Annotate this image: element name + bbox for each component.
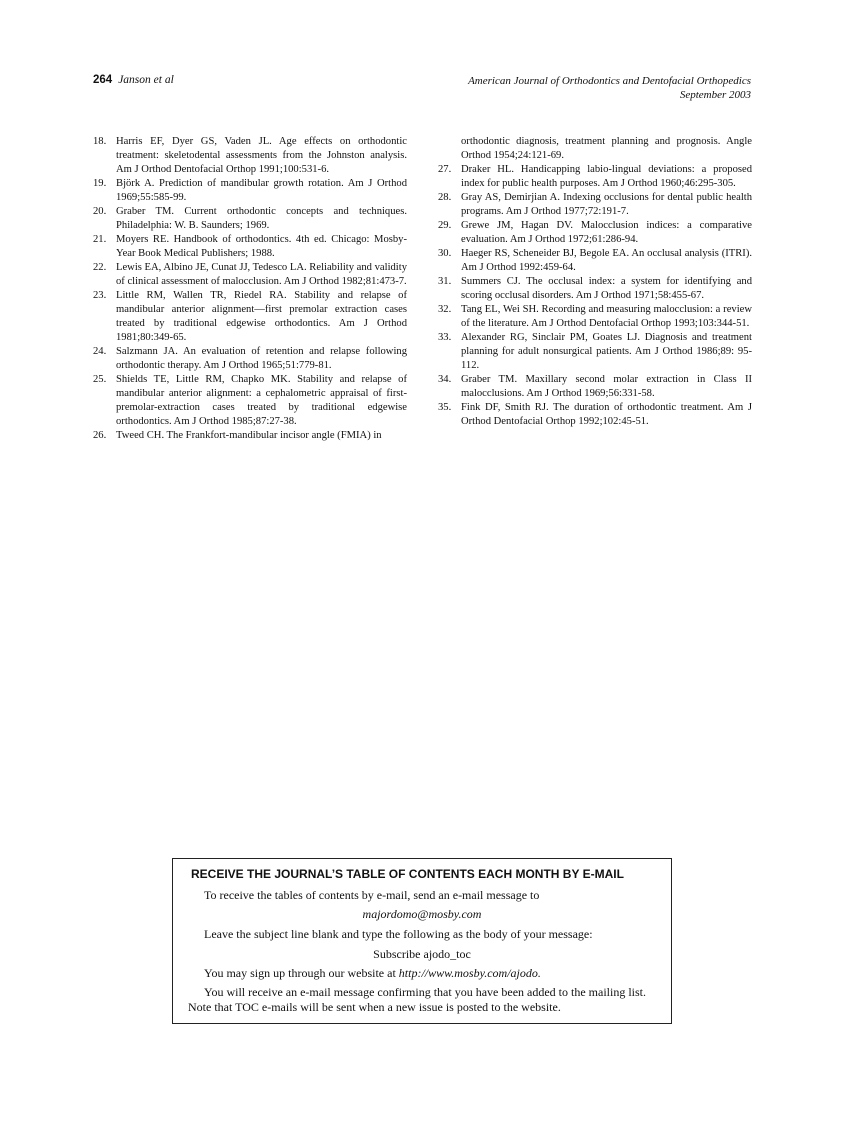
reference-text: Haeger RS, Scheneider BJ, Begole EA. An occlusal analysis (ITRI). Am J Orthod 1992:459-64. (461, 248, 752, 273)
reference-item (93, 289, 407, 345)
notice-email-address[interactable]: majordomo@mosby.com (362, 907, 482, 921)
reference-number: 24. (93, 346, 107, 357)
reference-text: Graber TM. Current orthodontic concepts and techniques. Philadelphia: W. B. Saunders; 1969. (116, 206, 407, 231)
reference-number: 27. (438, 164, 452, 175)
reference-item (438, 303, 752, 331)
reference-text: Graber TM. Maxillary second molar extraction in Class II malocclusions. Am J Orthod 1969;56:331-58. (461, 374, 752, 399)
reference-text: Salzmann JA. An evaluation of retention and relapse following orthodontic therapy. Am J Orthod 1965;51:779-81. (116, 346, 407, 371)
reference-text: Tang EL, Wei SH. Recording and measuring malocclusion: a review of the literature. Am J Orthod Dentofacial Orthop 1993;103:344-51. (461, 304, 752, 329)
reference-number: 19. (93, 178, 107, 189)
reference-item (438, 247, 752, 275)
reference-number: 30. (438, 248, 452, 259)
reference-number: 35. (438, 402, 452, 413)
reference-text: Björk A. Prediction of mandibular growth rotation. Am J Orthod 1969;55:585-99. (116, 178, 407, 203)
references-right-column (438, 135, 752, 429)
reference-text: Grewe JM, Hagan DV. Malocclusion indices: a comparative evaluation. Am J Orthod 1972;61:286-94. (461, 220, 752, 245)
reference-item (438, 219, 752, 247)
reference-item (93, 205, 407, 233)
reference-text: Shields TE, Little RM, Chapko MK. Stability and relapse of mandibular anterior alignment: a cephalometric appraisal of first-premolar-extraction cases treated by traditional edgewise orthodontics. Am J Orthod 1985;87:27-38. (116, 374, 407, 427)
issue-date: September 2003 (679, 89, 751, 101)
reference-number: 32. (438, 304, 452, 315)
reference-item (438, 163, 752, 191)
reference-number: 21. (93, 234, 107, 245)
reference-text: Fink DF, Smith RJ. The duration of orthodontic treatment. Am J Orthod Dentofacial Orthop 1992;102:45-51. (461, 402, 752, 427)
reference-number: 28. (438, 192, 452, 203)
reference-item (93, 177, 407, 205)
notice-line-3: You may sign up through our website at (204, 966, 399, 980)
reference-text: Moyers RE. Handbook of orthodontics. 4th ed. Chicago: Mosby-Year Book Medical Publishers; 1988. (116, 234, 407, 259)
notice-line-2: Leave the subject line blank and type the following as the body of your message: (204, 927, 593, 941)
reference-item (438, 275, 752, 303)
reference-text: Harris EF, Dyer GS, Vaden JL. Age effects on orthodontic treatment: skeletodental assessments from the Johnston analysis. Am J Orthod Dentofacial Orthop 1991;100:531-6. (116, 136, 407, 175)
reference-number: 26. (93, 430, 107, 441)
notice-line-1: To receive the tables of contents by e-mail, send an e-mail message to (204, 888, 540, 902)
reference-text: Gray AS, Demirjian A. Indexing occlusions for dental public health programs. Am J Orthod 1977;72:191-7. (461, 192, 752, 217)
page-number: 264 (93, 74, 113, 86)
notice-line-4: You will receive an e-mail message confirming that you have been added to the mailing list. Note that TOC e-mails will be sent when a new issue is posted to the website. (188, 985, 646, 1014)
reference-item (438, 373, 752, 401)
notice-command: Subscribe ajodo_toc (373, 947, 471, 961)
reference-item (93, 429, 407, 443)
reference-number: 34. (438, 374, 452, 385)
reference-item (93, 373, 407, 429)
reference-text: Summers CJ. The occlusal index: a system for identifying and scoring occlusal disorders. Am J Orthod 1971;58:455-67. (461, 276, 752, 301)
running-header-right (468, 74, 751, 102)
reference-item (93, 345, 407, 373)
reference-item (93, 135, 407, 177)
running-header-left (93, 74, 174, 86)
reference-item (93, 233, 407, 261)
journal-title: American Journal of Orthodontics and Dentofacial Orthopedics (468, 75, 751, 87)
notice-website-link[interactable]: http://www.mosby.com/ajodo. (398, 966, 541, 980)
references-left-column (93, 135, 407, 443)
reference-text: Lewis EA, Albino JE, Cunat JJ, Tedesco LA. Reliability and validity of clinical assessment of malocclusion. Am J Orthod 1982;81:473-7. (116, 262, 407, 287)
reference-26-continuation: orthodontic diagnosis, treatment planning and prognosis. Angle Orthod 1954;24:121-69. (461, 136, 752, 161)
reference-item (93, 261, 407, 289)
toc-email-notice (172, 858, 672, 1024)
reference-item (438, 401, 752, 429)
reference-number: 33. (438, 332, 452, 343)
running-authors: Janson et al (118, 74, 174, 86)
reference-number: 22. (93, 262, 107, 273)
reference-text: Alexander RG, Sinclair PM, Goates LJ. Diagnosis and treatment planning for adult nonsurgical patients. Am J Orthod 1986;89: 95-112. (461, 332, 752, 371)
reference-number: 31. (438, 276, 452, 287)
reference-number: 18. (93, 136, 107, 147)
reference-text: Little RM, Wallen TR, Riedel RA. Stability and relapse of mandibular anterior alignment—first premolar extraction cases treated by traditional edgewise orthodontics. Am J Orthod 1981;80:349-65. (116, 290, 407, 343)
reference-number: 25. (93, 374, 107, 385)
reference-text: Tweed CH. The Frankfort-mandibular incisor angle (FMIA) in (116, 430, 382, 441)
reference-number: 20. (93, 206, 107, 217)
reference-text: Draker HL. Handicapping labio-lingual deviations: a proposed index for public health purposes. Am J Orthod 1960;46:295-305. (461, 164, 752, 189)
reference-number: 23. (93, 290, 107, 301)
reference-number: 29. (438, 220, 452, 231)
notice-title: RECEIVE THE JOURNAL’S TABLE OF CONTENTS EACH MONTH BY E-MAIL (191, 867, 624, 881)
reference-item (438, 191, 752, 219)
reference-item (438, 331, 752, 373)
